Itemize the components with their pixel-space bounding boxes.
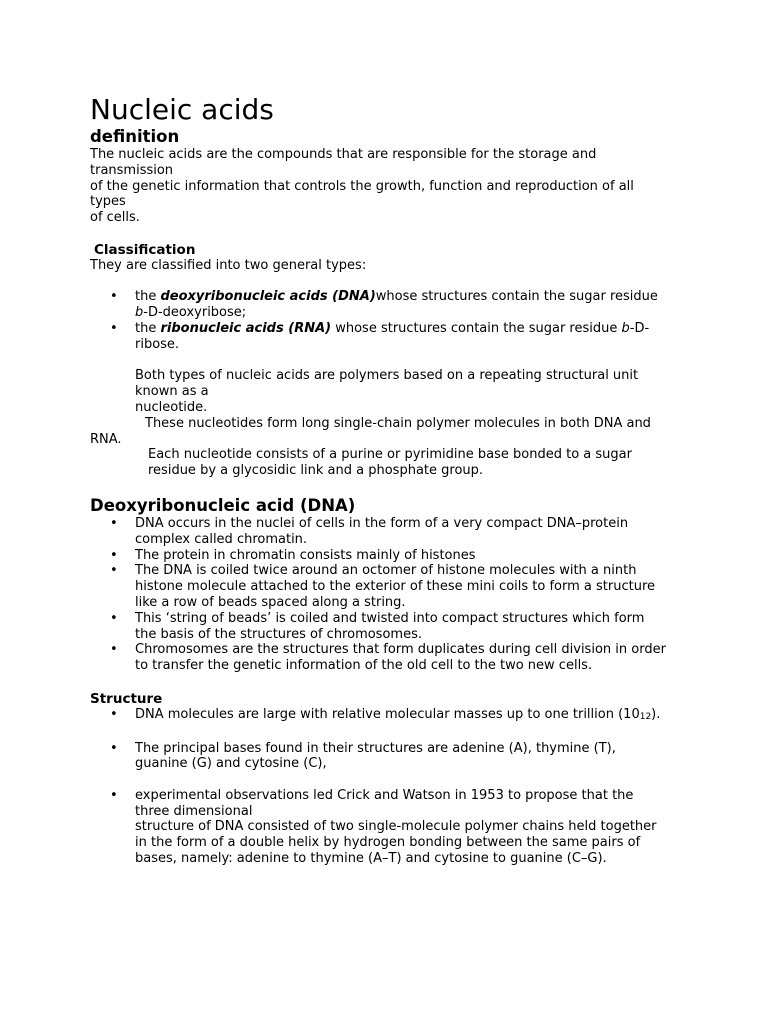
spacer [90, 353, 680, 369]
list-item: • The DNA is coiled twice around an octomer of histone molecules with a ninth histone molecule attached to the exterior of these mini coils to form a structure like a row of beads spaced along a string. [110, 563, 655, 610]
bullet-icon: • [110, 740, 118, 756]
spacer [90, 725, 680, 741]
rna-term: ribonucleic acids (RNA) [160, 320, 332, 336]
list-item: • DNA occurs in the nuclei of cells in the form of a very compact DNA–protein complex called chromatin. [110, 515, 629, 547]
nucleotide-paragraph: Both types of nucleic acids are polymers based on a repeating structural unit known as a nucleotide. [135, 368, 639, 415]
spacer [90, 226, 680, 242]
definition-line: of the genetic information that controls the growth, function and reproduction of all [90, 178, 634, 194]
list-item: • Chromosomes are the structures that form duplicates during cell division in order to transfer the genetic information of the old cell to the two new cells. [110, 642, 666, 674]
chain-paragraph-line: These nucleotides form long single-chain polymer molecules in both DNA and [145, 415, 651, 431]
exponent: 12 [639, 711, 652, 722]
document-content [90, 93, 680, 867]
definition-line: of cells. [90, 210, 140, 226]
bullet-icon: • [110, 320, 118, 336]
nucleotide-composition-paragraph: Each nucleotide consists of a purine or pyrimidine base bonded to a sugar residue by a glycosidic link and a phosphate group. [148, 447, 632, 479]
dna-term: deoxyribonucleic acids (DNA) [160, 289, 376, 305]
list-item: • the deoxyribonucleic acids (DNA)whose structures contain the sugar residue b-D-deoxyribose; [110, 289, 658, 321]
list-item: • This ‘string of beads’ is coiled and twisted into compact structures which form the basis of the structures of chromosomes. [110, 610, 645, 642]
definition-line: The nucleic acids are the compounds that are responsible for the storage and [90, 147, 597, 162]
bullet-icon: • [110, 289, 118, 305]
chain-paragraph-line: RNA. [90, 431, 122, 447]
bullet-icon: • [110, 563, 118, 579]
list-item: • experimental observations led Crick and Watson in 1953 to propose that the three dimensional structure of DNA consisted of two single-molecule polymer chains held together in the form of a double helix by hydrogen bonding between the same pairs of bases, namely: adenine to thymine (A–T) and cytosine to guanine (C–G). [110, 787, 657, 867]
bullet-icon: • [110, 610, 118, 626]
bullet-icon: • [110, 515, 118, 531]
dna-list [90, 516, 680, 674]
spacer [90, 674, 680, 691]
list-item: • DNA molecules are large with relative molecular masses up to one trillion $(10_{12})$. [110, 706, 661, 722]
definition-line: transmission [90, 162, 174, 178]
bullet-icon: • [110, 642, 118, 658]
page-title: Nucleic acids [90, 93, 274, 126]
bullet-icon: • [110, 547, 118, 563]
classification-intro: They are classified into two general types: [90, 257, 367, 273]
bullet-icon: • [110, 787, 118, 803]
classification-heading: Classification [94, 241, 196, 258]
structure-heading: Structure [90, 690, 163, 707]
spacer [90, 274, 680, 290]
bullet-icon: • [110, 706, 118, 722]
spacer [90, 772, 680, 788]
definition-line: types [90, 194, 126, 210]
dna-heading: Deoxyribonucleic acid (DNA) [90, 495, 356, 515]
spacer [90, 479, 680, 496]
list-item: • The protein in chromatin consists mainly of histones [110, 547, 476, 563]
classification-list [90, 289, 680, 352]
list-item: • the ribonucleic acids (RNA) whose structures contain the sugar residue b-D- ribose. [110, 320, 650, 352]
list-item: • The principal bases found in their structures are adenine (A), thymine (T), guanine (G) and cytosine (C), [110, 740, 616, 772]
definition-heading: definition [90, 127, 180, 146]
structure-list [90, 707, 680, 867]
